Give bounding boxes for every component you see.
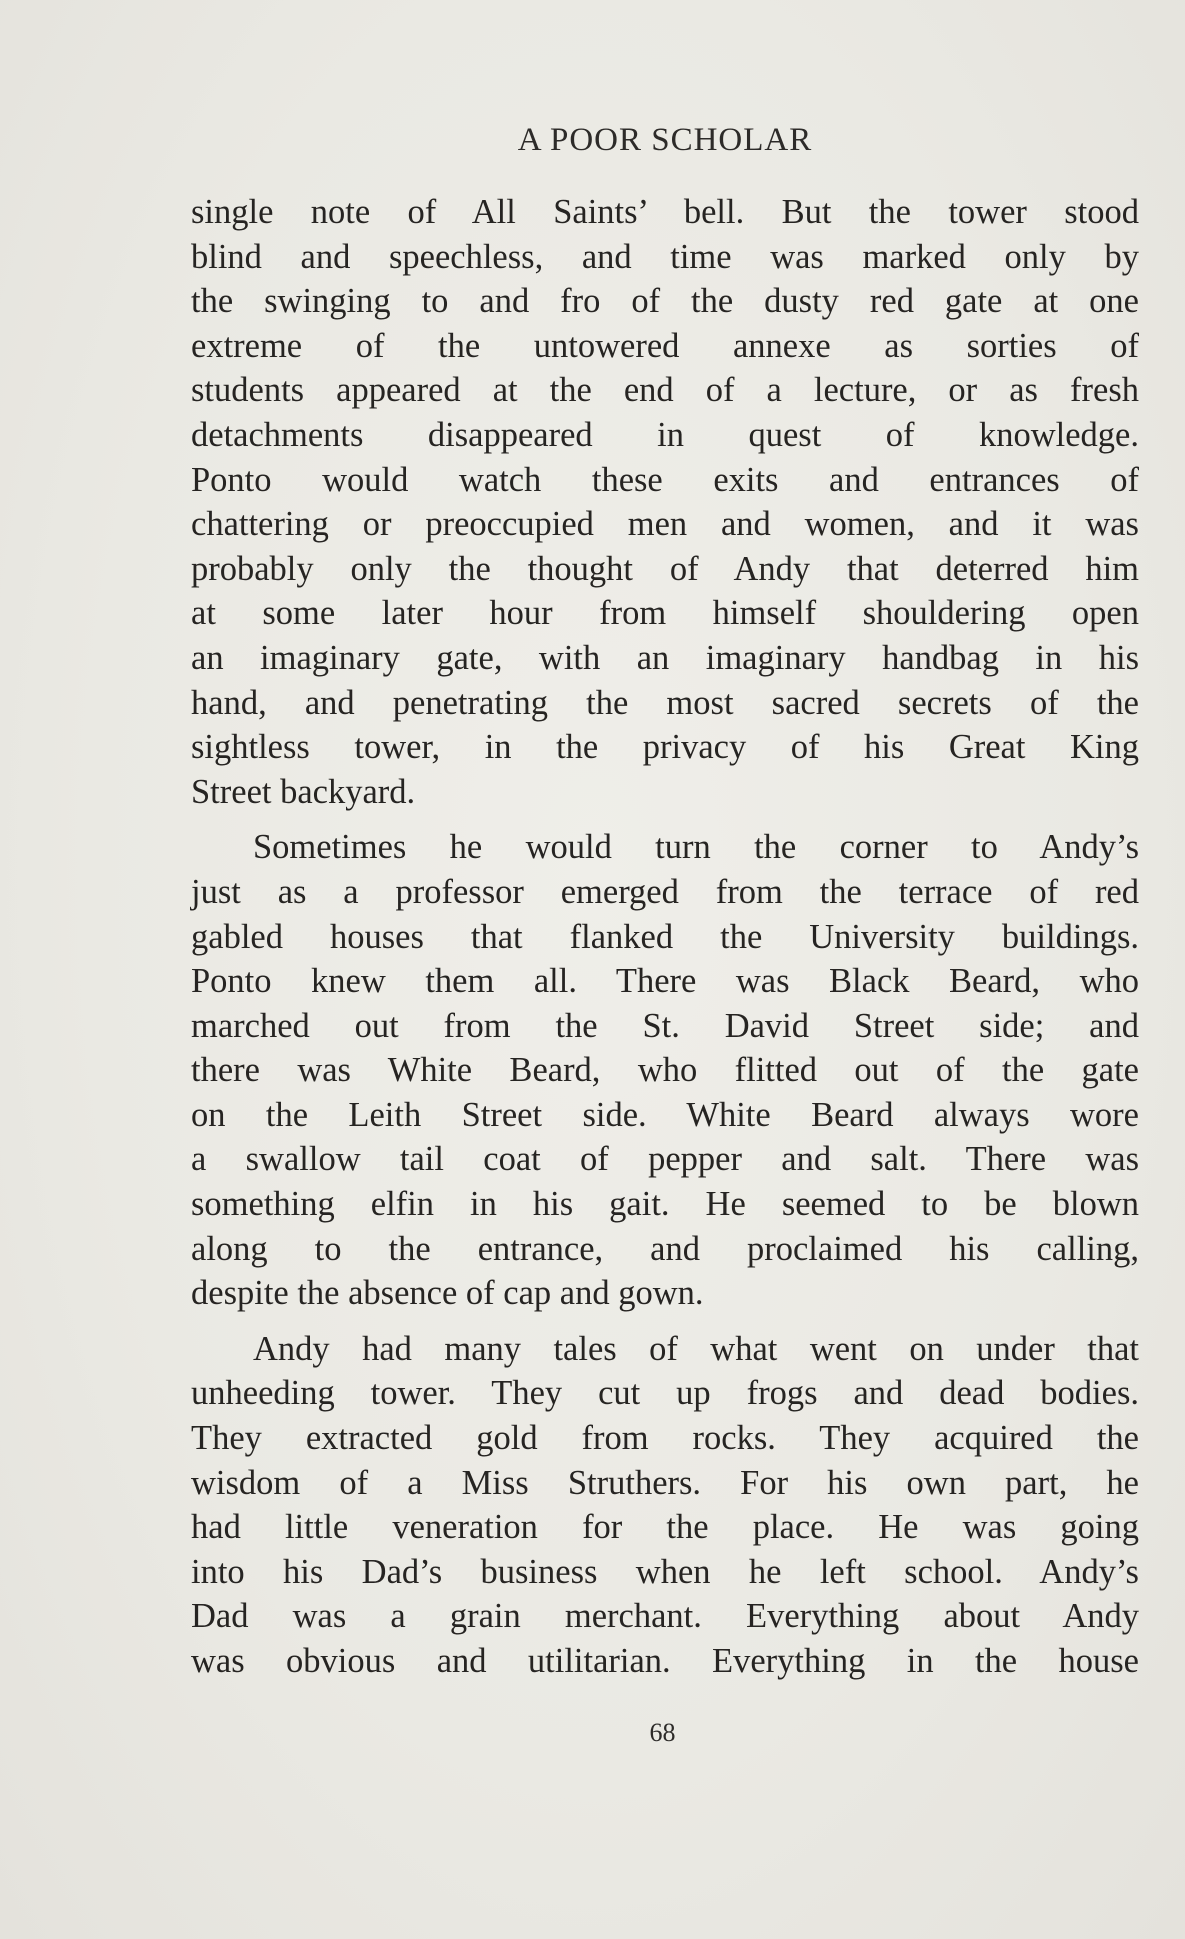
text-line: despite the absence of cap and gown. [191,1274,704,1313]
page-number: 68 [649,1718,676,1747]
text-line: Andy had many tales of what went on under that [253,1329,1139,1368]
text-line: a swallow tail coat of pepper and salt. There was [191,1140,1139,1179]
text-line: the swinging to and fro of the dusty red gate at one [191,282,1139,321]
text-line: Street backyard. [191,772,416,811]
running-head: A POOR SCHOLAR [517,122,813,158]
text-line: just as a professor emerged from the terrace of red [191,872,1139,911]
text-line: gabled houses that flanked the University buildings. [191,917,1139,956]
text-line: blind and speechless, and time was marked only by [191,237,1139,276]
paragraph-3 [191,1327,1139,1684]
text-line: into his Dad’s business when he left school. Andy’s [191,1552,1139,1591]
text-line: single note of All Saints’ bell. But the tower stood [191,193,1139,231]
text-line: students appeared at the end of a lecture, or as fresh [191,371,1139,410]
text-line: sightless tower, in the privacy of his Great King [191,728,1139,767]
text-line: at some later hour from himself shouldering open [191,594,1139,633]
text-line: hand, and penetrating the most sacred secrets of the [191,683,1139,722]
text-line: chattering or preoccupied men and women, and it was [191,505,1139,544]
text-line: on the Leith Street side. White Beard always wore [191,1095,1139,1134]
text-line: extreme of the untowered annexe as sorties of [191,326,1139,365]
text-line: an imaginary gate, with an imaginary handbag in his [191,638,1139,677]
text-line: They extracted gold from rocks. They acquired the [191,1419,1139,1458]
text-line: Dad was a grain merchant. Everything about Andy [191,1597,1139,1636]
text-line: had little veneration for the place. He was going [191,1508,1139,1547]
text-line: probably only the thought of Andy that deterred him [191,549,1139,588]
text-line: something elfin in his gait. He seemed to be blown [191,1185,1139,1224]
text-line: along to the entrance, and proclaimed his calling, [191,1229,1139,1268]
text-line: Ponto would watch these exits and entrances of [191,460,1139,499]
text-line: wisdom of a Miss Struthers. For his own part, he [191,1463,1139,1502]
paragraph-1 [191,190,1139,814]
text-line: was obvious and utilitarian. Everything in the house [191,1642,1139,1680]
text-line: Sometimes he would turn the corner to Andy’s [253,828,1139,867]
text-line: marched out from the St. David Street side; and [191,1006,1139,1045]
paragraph-2 [191,825,1139,1316]
text-line: Ponto knew them all. There was Black Beard, who [191,962,1139,1001]
body-text [191,190,1139,1695]
text-line: there was White Beard, who flitted out of the gate [191,1051,1139,1090]
text-line: unheeding tower. They cut up frogs and dead bodies. [191,1374,1139,1413]
text-line: detachments disappeared in quest of knowledge. [191,415,1139,454]
